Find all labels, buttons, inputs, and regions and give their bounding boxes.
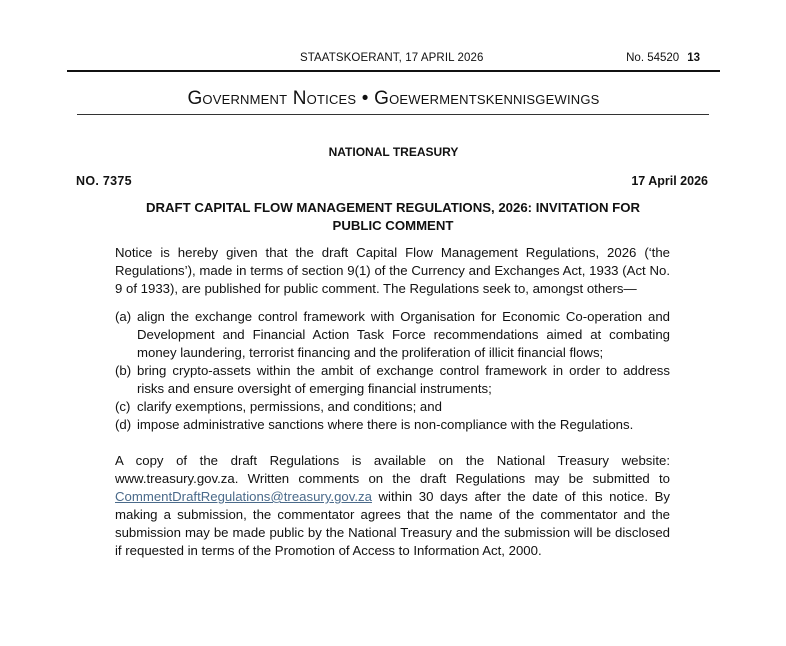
list-item-label: (b) — [115, 363, 132, 378]
page-number: 13 — [687, 52, 700, 64]
list-item-text: impose administrative sanctions where there is non-compliance with the Regulations. — [137, 417, 634, 432]
notice-date: 17 April 2026 — [631, 174, 708, 188]
notice-title: DRAFT CAPITAL FLOW MANAGEMENT REGULATIONS, 2026: INVITATION FOR PUBLIC COMMENT — [145, 200, 641, 233]
list-item-label: (a) — [115, 309, 132, 324]
list-item-text: bring crypto-assets within the ambit of exchange control framework in order to address risks and ensure oversight of emerging financial instruments; — [137, 363, 670, 396]
list-item-label: (c) — [115, 399, 131, 414]
section-rule — [77, 114, 709, 115]
comment-email-link[interactable]: CommentDraftRegulations@treasury.gov.za — [115, 489, 372, 504]
intro-paragraph: Notice is hereby given that the draft Capital Flow Management Regulations, 2026 (‘the Regulations’), made in terms of section 9(1) of the Currency and Exchanges Act, 1933 (Act No. 9 of 1933), are published for public comment. The Regulations seek to, amongst others— — [115, 245, 670, 296]
issue-and-page — [626, 52, 700, 64]
closing-paragraph — [115, 452, 670, 560]
section-title-english: Government Notices — [187, 88, 357, 109]
list-item-text: align the exchange control framework with Organisation for Economic Co-operation and Development and Financial Action Task Force recommendations aimed at combating money laundering, terrorist financing and the proliferation of illicit financial flows; — [137, 309, 670, 360]
list-item — [115, 398, 670, 416]
notice-number: NO. 7375 — [76, 174, 132, 188]
list-item — [115, 308, 670, 362]
header-rule — [67, 70, 720, 72]
issue-number: No. 54520 — [626, 52, 680, 64]
closing-text-part2: within 30 days after the date of this notice. By making a submission, the commentator agrees that the name of the commentator and the submission may be made public by the National Treasury and the submission will be disclosed if requested in terms of the Promotion of Access to Information Act, 2000. — [115, 489, 670, 558]
closing-text-part1: A copy of the draft Regulations is available on the National Treasury website: www.treasury.gov.za. Written comments on the draft Regulations may be submitted to — [115, 453, 670, 486]
section-title-afrikaans: Goewermentskennisgewings — [374, 88, 600, 109]
list-item — [115, 362, 670, 398]
objectives-list — [115, 308, 670, 434]
department-heading: NATIONAL TREASURY — [328, 145, 459, 159]
section-title-separator: • — [361, 88, 369, 109]
list-item-label: (d) — [115, 417, 132, 432]
section-title — [67, 88, 720, 110]
gazette-header: STAATSKOERANT, 17 APRIL 2026 — [300, 52, 484, 64]
list-item — [115, 416, 670, 434]
list-item-text: clarify exemptions, permissions, and conditions; and — [137, 399, 442, 414]
